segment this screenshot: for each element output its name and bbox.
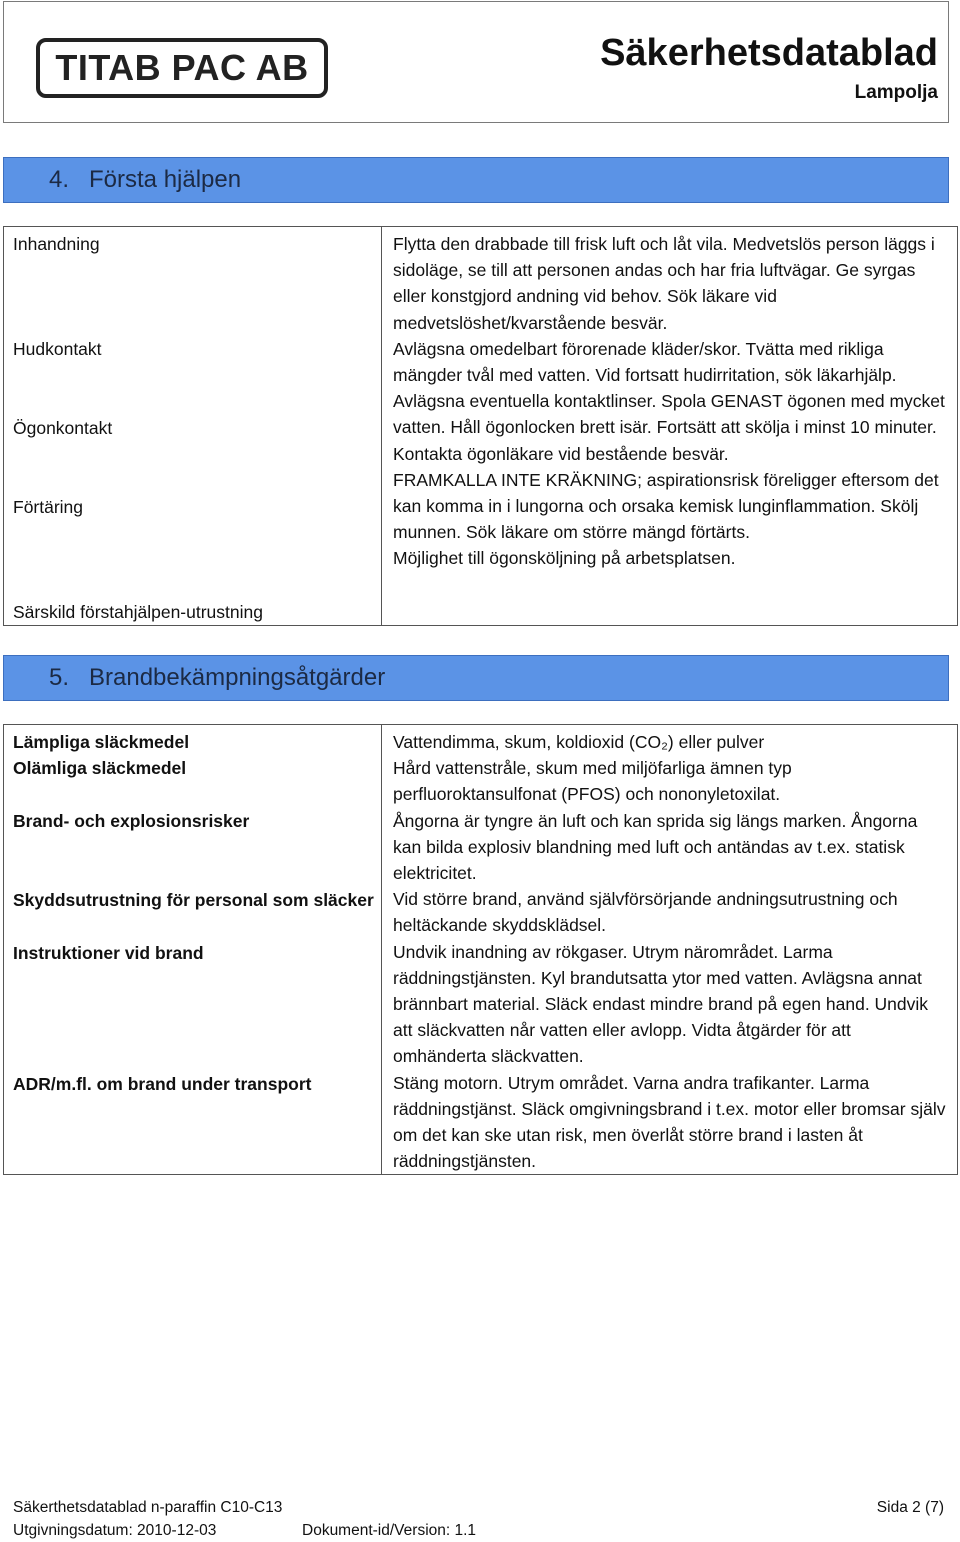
firefighting-values <box>382 725 958 1175</box>
firefighting-table <box>3 724 958 1175</box>
document-title: Säkerhetsdatablad <box>600 32 938 74</box>
value-eye-contact: Avlägsna eventuella kontaktlinser. Spola GENAST ögonen med mycket vatten. Håll ögonlocken brett isär. Fortsätt att skölja i minst 10 minuter. Kontakta ögonläkare vid bestående besvär. <box>393 391 945 464</box>
first-aid-labels <box>4 227 382 626</box>
value-protective-equipment: Vid större brand, använd självförsörjande andningsutrustning och heltäckande skyddsklädsel. <box>393 889 898 936</box>
value-inhalation: Flytta den drabbade till frisk luft och låt vila. Medvetslös person läggs i sidoläge, se till att personen andas och har fria luftvägar. Ge syrgas eller konstgjord andning vid behov. Sök läkare vid medvetslöshet/kvarstående besvär. <box>393 234 935 333</box>
footer-issue-date: Utgivningsdatum: 2010-12-03 <box>13 1522 217 1539</box>
label-unsuitable-media: Olämliga släckmedel <box>13 758 187 779</box>
value-special-equipment: Möjlighet till ögonsköljning på arbetsplatsen. <box>393 548 736 569</box>
label-ingestion: Förtäring <box>13 497 84 517</box>
section-5-number: 5. <box>49 664 70 691</box>
value-suitable-media: Vattendimma, skum, koldioxid (CO₂) eller pulver <box>393 732 765 752</box>
label-eye-contact: Ögonkontakt <box>13 418 113 438</box>
label-fire-instructions: Instruktioner vid brand <box>13 943 204 964</box>
section-4-heading <box>3 157 949 203</box>
section-4-title: Första hjälpen <box>89 166 242 193</box>
value-ingestion: FRAMKALLA INTE KRÄKNING; aspirationsrisk föreligger eftersom det kan komma in i lungorna och orsaka kemisk lunginflammation. Skölj munnen. Sök läkare om större mängd förtärts. <box>393 469 939 543</box>
section-5-title: Brandbekämpningsåtgärder <box>89 664 386 691</box>
value-fire-risks: Ångorna är tyngre än luft och kan sprida sig längs marken. Ångorna kan bilda explosiv blandning med luft och antändas av t.ex. statisk elektricitet. <box>393 810 918 884</box>
section-5-heading <box>3 655 949 701</box>
label-transport-fire: ADR/m.fl. om brand under transport <box>13 1074 312 1095</box>
footer-document-id: Dokument-id/Version: 1.1 <box>302 1522 477 1539</box>
label-fire-risks: Brand- och explosionsrisker <box>13 811 250 832</box>
label-inhalation: Inhandning <box>13 234 100 254</box>
value-skin-contact: Avlägsna omedelbart förorenade kläder/skor. Tvätta med rikliga mängder tvål med vatten. Vid fortsatt hudirritation, sök läkarhjälp. <box>393 338 897 386</box>
first-aid-values <box>382 227 958 626</box>
product-name: Lampolja <box>854 82 938 103</box>
footer-meta <box>13 1519 476 1542</box>
page-footer <box>13 1496 476 1542</box>
first-aid-table <box>3 226 958 626</box>
footer-document-name: Säkerthetsdatablad n-paraffin C10-C13 <box>13 1499 283 1516</box>
table-row <box>4 227 958 626</box>
label-suitable-media: Lämpliga släckmedel <box>13 732 190 752</box>
table-row <box>4 725 958 1175</box>
firefighting-labels <box>4 725 382 1175</box>
footer-page-number: Sida 2 (7) <box>876 1499 944 1516</box>
label-skin-contact: Hudkontakt <box>13 339 102 359</box>
label-protective-equipment: Skyddsutrustning för personal som släcker <box>13 890 374 911</box>
value-transport-fire: Stäng motorn. Utrym området. Varna andra trafikanter. Larma räddningstjänst. Släck omgivningsbrand i t.ex. motor eller bromsar själv om det kan ske utan risk, men överlåt större brand i lasten åt räddningstjänsten. <box>393 1072 946 1172</box>
value-fire-instructions: Undvik inandning av rökgaser. Utrym närområdet. Larma räddningstjänsten. Kyl brandutsatta ytor med vatten. Avlägsna annat brännbart material. Släck endast mindre brand på egen hand. Undvik att släckvatten når vatten eller avlopp. Vidta åtgärder för att omhänderta släckvatten. <box>393 941 929 1067</box>
company-logo: TITAB PAC AB <box>36 38 328 98</box>
label-special-equipment: Särskild förstahjälpen-utrustning <box>13 602 263 622</box>
document-header <box>3 1 949 123</box>
value-unsuitable-media: Hård vattenstråle, skum med miljöfarliga ämnen typ perfluoroktansulfonat (PFOS) och nononyletoxilat. <box>393 758 792 805</box>
section-4-number: 4. <box>49 166 70 193</box>
